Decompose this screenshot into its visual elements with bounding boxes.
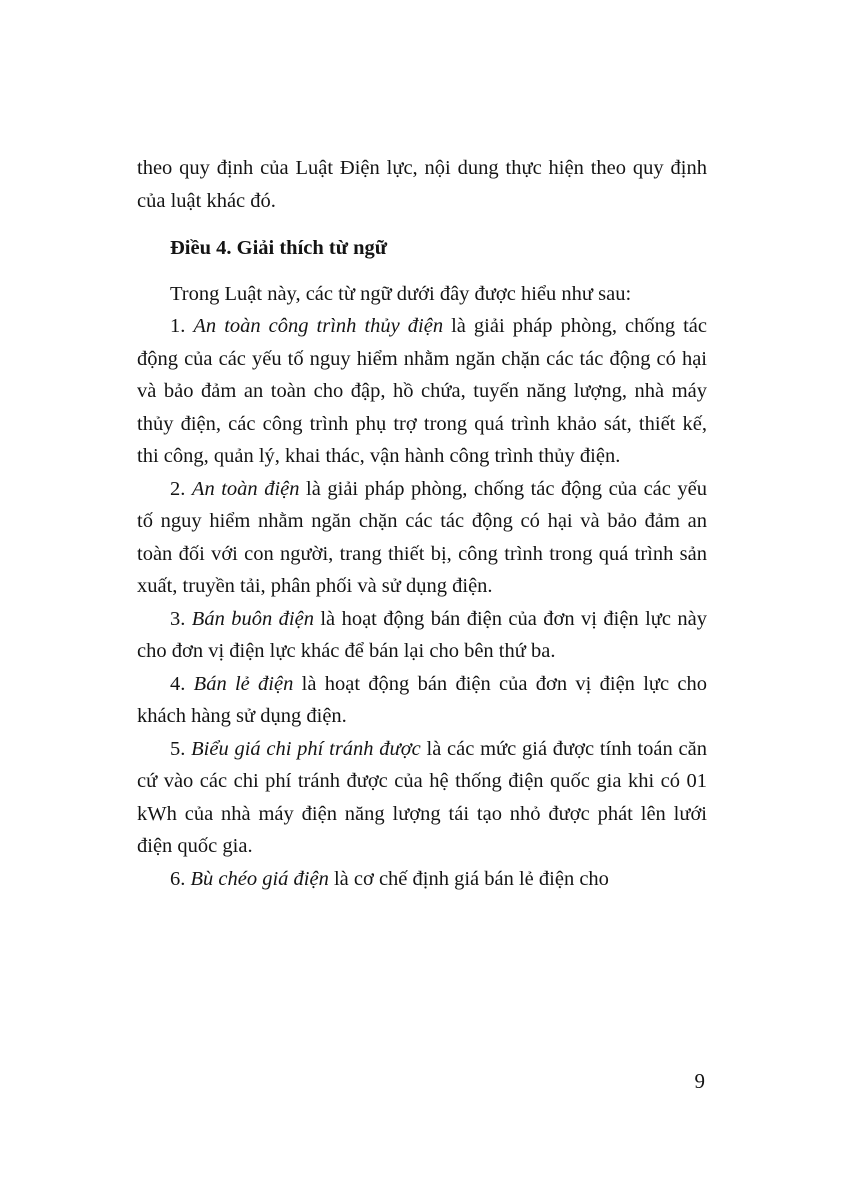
text-segment: 1.: [170, 315, 194, 337]
text-segment: 4.: [170, 672, 194, 695]
text-block: [137, 152, 707, 895]
text-segment: Trong Luật này, các từ ngữ dưới đây được hiểu như sau:: [170, 282, 632, 305]
paragraph: [137, 733, 707, 863]
text-segment: 6.: [170, 867, 191, 890]
paragraph: [137, 668, 707, 733]
text-segment: 2.: [170, 477, 192, 500]
paragraph: [137, 863, 707, 896]
paragraph: [137, 310, 707, 473]
text-segment: 3.: [170, 607, 192, 630]
text-segment: Bán buôn điện: [191, 607, 314, 630]
paragraph: [137, 278, 707, 311]
text-segment: 5.: [170, 737, 192, 760]
text-segment: An toàn điện: [191, 477, 300, 500]
text-segment: là hoạt động bán điện của đơn vị điện lực này cho đơn vị điện lực khác để bán lại cho bên thứ ba.: [137, 607, 708, 662]
text-segment: Biểu giá chi phí tránh được: [191, 737, 421, 760]
text-segment: Bù chéo giá điện: [190, 867, 329, 890]
text-segment: là giải pháp phòng, chống tác động của các yếu tố nguy hiểm nhằm ngăn chặn các tác động có hại và bảo đảm an toàn đối với con người, trang thiết bị, công trình trong quá trình sản xuất, truyền tải, phân phối và sử dụng điện.: [137, 477, 708, 597]
text-segment: An toàn công trình thủy điện: [193, 315, 444, 337]
paragraph: [137, 152, 707, 217]
page-number: 9: [694, 1069, 705, 1093]
text-segment: là hoạt động bán điện của đơn vị điện lực cho khách hàng sử dụng điện.: [137, 672, 708, 727]
text-segment: là cơ chế định giá bán lẻ điện cho: [328, 867, 609, 890]
paragraph: [137, 603, 707, 668]
text-segment: Bán lẻ điện: [193, 672, 294, 695]
paragraph: [137, 473, 707, 603]
text-segment: Điều 4. Giải thích từ ngữ: [170, 237, 388, 259]
text-segment: là các mức giá được tính toán căn cứ vào các chi phí tránh được của hệ thống điện quốc gia khi có 01 kWh của nhà máy điện năng lượng tái tạo nhỏ được phát lên lưới điện quốc gia.: [137, 737, 707, 857]
text-segment: là giải pháp phòng, chống tác động của các yếu tố nguy hiểm nhằm ngăn chặn các tác động có hại và bảo đảm an toàn cho đập, hồ chứa, tuyến năng lượng, nhà máy thủy điện, các công trình phụ trợ trong quá trình khảo sát, thiết kế, thi công, quản lý, khai thác, vận hành công trình thủy điện.: [137, 315, 707, 467]
text-segment: theo quy định của Luật Điện lực, nội dung thực hiện theo quy định của luật khác đó.: [137, 157, 707, 212]
section-heading: [137, 232, 707, 265]
